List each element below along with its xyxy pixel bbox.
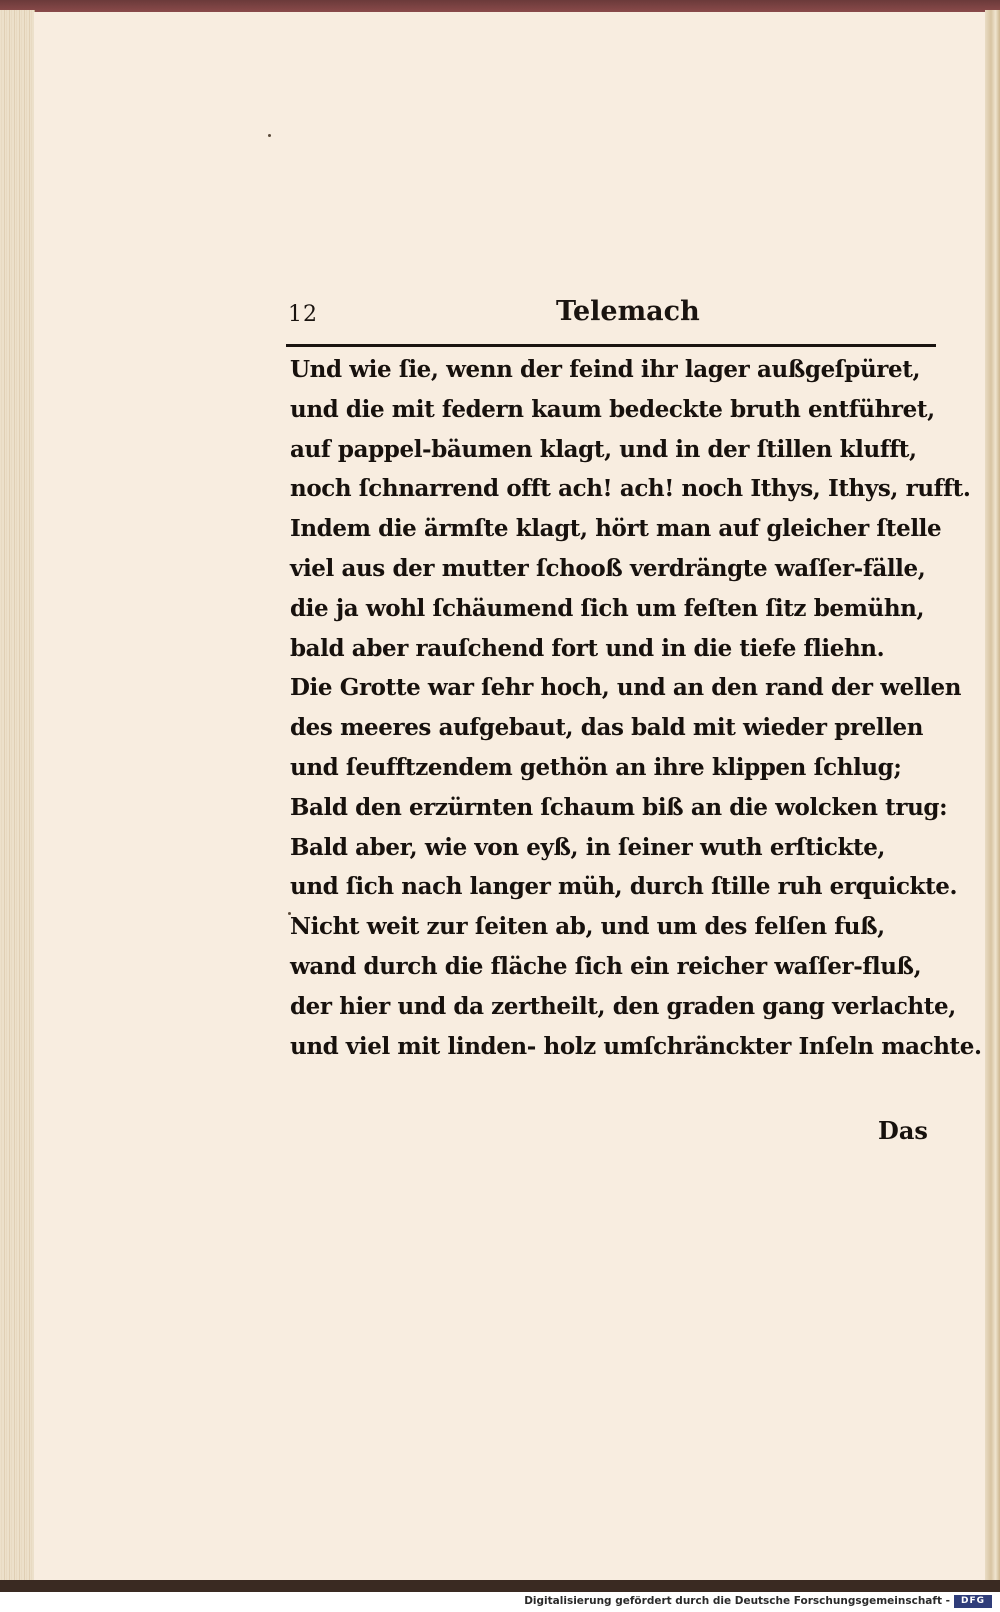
verse-line: noch ſchnarrend offt ach! ach! noch Ithys, Ithys, rufft.: [290, 475, 971, 503]
verse-line: Nicht weit zur ſeiten ab, und um des felſen fuß,: [290, 913, 885, 941]
left-page-edges: [0, 10, 35, 1582]
book-cover-bottom: [0, 1580, 1000, 1592]
verse-line: auf pappel-bäumen klagt, und in der ſtillen klufft,: [290, 435, 917, 463]
dfg-logo: DFG: [954, 1595, 992, 1608]
verse-line: und ſeufftzendem gethön an ihre klippen ſchlug;: [290, 753, 902, 781]
verse-line: Bald den erzürnten ſchaum biß an die wolcken trug:: [290, 793, 948, 821]
verse-line: und ſich nach langer müh, durch ſtille ruh erquickte.: [290, 873, 958, 901]
verse-line: und viel mit linden- holz umſchränckter Inſeln machte.: [290, 1032, 982, 1060]
book-cover-edge: [0, 0, 1000, 12]
verse-line: der hier und da zertheilt, den graden gang verlachte,: [290, 992, 956, 1020]
digitization-footer: [0, 1592, 1000, 1612]
header-rule: [286, 344, 936, 347]
verse-line: wand durch die fläche ſich ein reicher waſſer-fluß,: [290, 952, 922, 980]
verse-line: Die Grotte war ſehr hoch, und an den rand der wellen: [290, 674, 962, 702]
verse-line: die ja wohl ſchäumend ſich um feſten ſitz bemühn,: [290, 594, 925, 622]
verse-line: viel aus der mutter ſchooß verdrängte waſſer-fälle,: [290, 554, 926, 582]
ink-speck: [268, 134, 271, 137]
verse-block: [290, 350, 982, 1066]
running-title: Telemach: [556, 296, 700, 327]
catchword: Das: [878, 1116, 928, 1145]
page-header: [288, 296, 936, 342]
page-number: 12: [288, 302, 318, 327]
verse-line: Indem die ärmſte klagt, hört man auf gleicher ſtelle: [290, 515, 942, 543]
right-page-edges: [985, 10, 1000, 1582]
verse-line: bald aber rauſchend fort und in die tiefe fliehn.: [290, 634, 885, 662]
verse-line: des meeres aufgebaut, das bald mit wieder prellen: [290, 714, 924, 742]
footer-credit: Digitalisierung gefördert durch die Deutsche Forschungsgemeinschaft -: [524, 1595, 950, 1607]
verse-line: und die mit federn kaum bedeckte bruth entführet,: [290, 395, 935, 423]
verse-line: Bald aber, wie von eyß, in ſeiner wuth erſtickte,: [290, 833, 886, 861]
verse-line: Und wie ſie, wenn der feind ihr lager außgeſpüret,: [290, 356, 921, 383]
